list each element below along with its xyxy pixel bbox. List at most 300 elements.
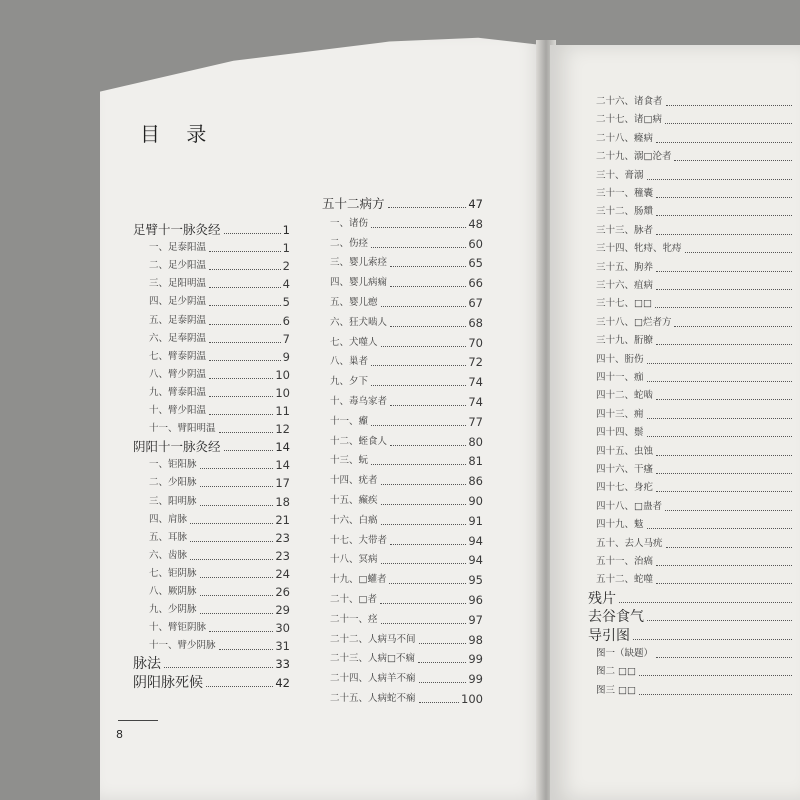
toc-entry-label: 四、肩脉 — [149, 513, 188, 525]
toc-entry[interactable] — [596, 205, 794, 219]
toc-entry-label: 六、狂犬啮人 — [330, 316, 388, 328]
toc-entry-label: 脉法 — [133, 656, 161, 673]
toc-entry-label: 二十八、癃病 — [596, 132, 654, 144]
toc-entry-label: 七、臂泰阴温 — [149, 350, 207, 362]
toc-leader-dots — [164, 667, 273, 668]
toc-entry-label: 阴阳脉死候 — [133, 674, 203, 691]
toc-entry-page-number: 10 — [275, 385, 290, 400]
toc-entry[interactable] — [330, 336, 483, 350]
toc-entry-page-number: 6 — [282, 313, 290, 328]
toc-leader-dots — [656, 289, 792, 290]
toc-entry[interactable] — [596, 132, 794, 146]
toc-entry-label: 七、钜阴脉 — [149, 567, 197, 579]
toc-entry[interactable] — [596, 353, 794, 367]
toc-entry-page-number: 91 — [468, 513, 483, 528]
toc-leader-dots — [209, 251, 281, 252]
toc-entry-label: 十一、㿗 — [330, 415, 369, 427]
toc-entry-page-number: 9 — [282, 349, 290, 364]
toc-entry-label: 二、少阳脉 — [149, 477, 197, 489]
toc-leader-dots — [200, 468, 274, 469]
toc-entry[interactable] — [596, 665, 794, 679]
toc-leader-dots — [219, 432, 274, 433]
toc-entry-label: 十九、□蠸者 — [330, 574, 387, 586]
toc-entry-page-number: 86 — [468, 474, 483, 489]
toc-entry[interactable] — [330, 692, 483, 706]
toc-entry-page-number: 95 — [468, 573, 483, 588]
toc-entry[interactable] — [149, 495, 290, 509]
toc-leader-dots — [674, 160, 792, 161]
toc-entry-page-number: 4 — [282, 277, 290, 292]
toc-entry-page-number: 77 — [468, 414, 483, 429]
toc-entry[interactable] — [588, 629, 794, 643]
toc-entry[interactable] — [133, 676, 290, 690]
toc-entry-page-number: 33 — [275, 657, 290, 672]
toc-leader-dots — [633, 639, 792, 640]
toc-leader-dots — [381, 306, 467, 307]
toc-entry[interactable] — [149, 458, 290, 472]
toc-entry-label: 五、足泰阴温 — [149, 314, 207, 326]
toc-entry-label: 四十六、干瘙 — [596, 464, 654, 475]
toc-entry-page-number: 94 — [468, 533, 483, 548]
toc-entry-page-number: 1 — [282, 241, 290, 256]
toc-entry-page-number: 65 — [468, 256, 483, 271]
toc-entry-label: 二十九、溺□沦者 — [596, 151, 672, 163]
toc-entry-label: 残片 — [588, 590, 616, 607]
toc-entry[interactable] — [330, 613, 483, 627]
toc-entry[interactable] — [588, 610, 794, 624]
toc-entry-label: 图二 □□ — [596, 666, 636, 678]
toc-entry[interactable] — [149, 350, 290, 364]
toc-leader-dots — [647, 436, 792, 437]
toc-entry[interactable] — [596, 224, 794, 238]
toc-entry-label: 三十九、胻膫 — [596, 335, 654, 347]
toc-entry-label: 四十五、虫蚀 — [596, 445, 654, 457]
toc-entry[interactable] — [596, 537, 794, 551]
toc-entry[interactable] — [149, 476, 290, 490]
toc-leader-dots — [656, 473, 792, 474]
toc-entry[interactable] — [149, 332, 290, 346]
toc-entry[interactable] — [596, 518, 794, 532]
toc-entry-label: 二十、□者 — [330, 594, 377, 605]
toc-leader-dots — [219, 649, 274, 650]
toc-entry-label: 八、巢者 — [330, 356, 369, 368]
toc-entry-page-number: 67 — [468, 296, 483, 310]
toc-leader-dots — [418, 662, 466, 663]
toc-entry-label: 四十四、鬃 — [596, 427, 644, 439]
toc-leader-dots — [647, 363, 792, 364]
toc-entry[interactable] — [596, 261, 794, 275]
toc-entry[interactable] — [330, 276, 483, 290]
toc-entry[interactable] — [149, 241, 290, 255]
toc-leader-dots — [390, 286, 466, 287]
toc-leader-dots — [371, 385, 466, 386]
toc-entry[interactable] — [596, 334, 794, 348]
toc-entry-page-number: 23 — [275, 530, 290, 545]
toc-entry[interactable] — [330, 514, 483, 528]
toc-leader-dots — [656, 491, 792, 492]
toc-entry-label: 九、臂泰阳温 — [149, 386, 207, 398]
toc-entry-label: 十一、臂少阴脉 — [149, 640, 216, 652]
toc-leader-dots — [200, 505, 274, 506]
toc-entry[interactable] — [596, 555, 794, 569]
toc-leader-dots — [371, 365, 466, 366]
toc-leader-dots — [381, 563, 467, 564]
toc-entry-label: 十二、蛭食人 — [330, 435, 388, 447]
toc-entry-page-number: 60 — [468, 236, 483, 251]
toc-entry-page-number: 74 — [468, 395, 483, 409]
toc-entry[interactable] — [596, 316, 794, 330]
toc-leader-dots — [647, 528, 792, 529]
toc-entry-page-number: 31 — [275, 639, 290, 654]
toc-leader-dots — [381, 623, 467, 624]
toc-entry-label: 三十一、穜囊 — [596, 188, 654, 199]
toc-entry-page-number: 11 — [275, 404, 290, 418]
toc-entry-label: 二十四、人病羊不痫 — [330, 673, 416, 685]
toc-entry-page-number: 70 — [468, 335, 483, 350]
toc-entry-label: 十四、疣者 — [330, 475, 378, 487]
toc-entry[interactable] — [330, 395, 483, 409]
toc-entry[interactable] — [133, 223, 290, 237]
toc-leader-dots — [200, 595, 274, 596]
toc-entry[interactable] — [330, 454, 483, 468]
toc-entry[interactable] — [149, 386, 290, 400]
toc-entry-label: 三十六、疽病 — [596, 280, 654, 291]
toc-entry[interactable] — [330, 672, 483, 686]
toc-entry-page-number: 94 — [468, 553, 483, 568]
toc-entry[interactable] — [330, 553, 483, 567]
toc-leader-dots — [371, 464, 466, 465]
toc-entry-label: 四、婴儿病痫 — [330, 277, 388, 289]
toc-leader-dots — [209, 269, 281, 270]
toc-entry-label: 阴阳十一脉灸经 — [133, 439, 221, 455]
toc-entry-page-number: 98 — [468, 632, 483, 647]
toc-entry[interactable] — [149, 368, 290, 382]
toc-entry[interactable] — [330, 355, 483, 369]
toc-entry-label: 三十二、肠穨 — [596, 206, 654, 218]
toc-entry-page-number: 1 — [282, 223, 290, 237]
toc-leader-dots — [419, 682, 467, 683]
toc-entry-label: 十八、冥病 — [330, 554, 378, 566]
toc-entry[interactable] — [330, 217, 483, 231]
toc-entry-label: 七、犬噬人 — [330, 336, 378, 348]
toc-entry[interactable] — [149, 295, 290, 309]
toc-entry[interactable] — [322, 197, 483, 211]
toc-entry[interactable] — [596, 573, 794, 587]
toc-leader-dots — [656, 657, 792, 658]
toc-entry-page-number: 99 — [468, 652, 483, 667]
page-title: 目 录 — [140, 122, 217, 146]
toc-entry[interactable] — [596, 684, 794, 698]
toc-entry-label: 三、婴儿索痉 — [330, 257, 388, 269]
toc-entry[interactable] — [596, 500, 794, 514]
toc-entry-label: 六、足奉阴温 — [149, 332, 207, 344]
toc-entry-page-number: 80 — [468, 434, 483, 449]
toc-leader-dots — [371, 227, 466, 228]
toc-entry[interactable] — [596, 95, 794, 109]
toc-entry-page-number: 7 — [282, 331, 290, 346]
toc-entry-label: 二十五、人病蛇不痫 — [330, 693, 416, 704]
toc-entry-label: 十五、癫疾 — [330, 495, 378, 506]
toc-entry-label: 二十一、痉 — [330, 613, 378, 625]
toc-leader-dots — [200, 486, 274, 487]
toc-leader-dots — [656, 234, 792, 235]
toc-leader-dots — [390, 445, 466, 446]
toc-leader-dots — [390, 326, 466, 327]
toc-leader-dots — [209, 305, 281, 306]
toc-entry-label: 五十二、蛇噬 — [596, 574, 654, 586]
toc-entry[interactable] — [596, 481, 794, 495]
toc-leader-dots — [390, 405, 466, 406]
toc-entry[interactable] — [330, 593, 483, 607]
toc-entry[interactable] — [330, 435, 483, 449]
toc-leader-dots — [389, 583, 466, 584]
toc-leader-dots — [371, 247, 466, 248]
toc-entry-label: 三十四、牝痔、牝痔 — [596, 243, 682, 255]
toc-leader-dots — [388, 207, 467, 208]
toc-entry-label: 三十八、□烂者方 — [596, 316, 672, 328]
toc-entry-page-number: 26 — [275, 585, 290, 599]
toc-entry[interactable] — [330, 573, 483, 587]
toc-leader-dots — [209, 342, 281, 343]
toc-entry-label: 五、耳脉 — [149, 531, 188, 543]
toc-entry-page-number: 48 — [468, 216, 483, 231]
toc-entry-label: 五十二病方 — [322, 196, 385, 211]
toc-entry[interactable] — [149, 513, 290, 527]
toc-entry[interactable] — [596, 150, 794, 164]
toc-leader-dots — [656, 215, 792, 216]
toc-leader-dots — [381, 504, 467, 505]
toc-entry[interactable] — [330, 633, 483, 647]
toc-leader-dots — [419, 643, 467, 644]
toc-entry[interactable] — [330, 652, 483, 666]
toc-leader-dots — [200, 613, 274, 614]
toc-entry[interactable] — [596, 426, 794, 440]
toc-entry-page-number: 14 — [275, 440, 290, 455]
toc-entry-label: 二十六、诸食者 — [596, 96, 663, 107]
toc-entry[interactable] — [149, 621, 290, 635]
toc-entry-label: 图三 □□ — [596, 684, 636, 696]
toc-leader-dots — [390, 544, 466, 545]
toc-entry-label: 十、臂少阳温 — [149, 405, 207, 416]
toc-entry-page-number: 99 — [468, 672, 483, 687]
toc-entry[interactable] — [149, 314, 290, 328]
toc-leader-dots — [209, 324, 281, 325]
toc-entry-label: 五、婴儿瘛 — [330, 297, 378, 308]
toc-entry[interactable] — [330, 494, 483, 508]
toc-entry-page-number: 2 — [282, 259, 290, 274]
toc-entry[interactable] — [596, 113, 794, 127]
toc-leader-dots — [647, 179, 792, 180]
toc-entry-label: 三十、膏溺 — [596, 169, 644, 181]
toc-entry-label: 十七、大带者 — [330, 534, 388, 546]
toc-leader-dots — [656, 455, 792, 456]
toc-leader-dots — [666, 105, 792, 106]
toc-entry-page-number: 5 — [282, 295, 290, 310]
toc-entry[interactable] — [330, 474, 483, 488]
toc-entry-label: 四十八、□蛊者 — [596, 500, 662, 512]
footer-rule — [118, 720, 158, 721]
toc-entry[interactable] — [149, 603, 290, 617]
toc-entry[interactable] — [596, 279, 794, 293]
toc-entry-label: 一、诸伤 — [330, 217, 369, 229]
toc-entry[interactable] — [149, 531, 290, 545]
toc-entry-label: 三十五、朐养 — [596, 261, 654, 273]
toc-leader-dots — [647, 381, 792, 382]
toc-leader-dots — [381, 346, 467, 347]
toc-entry-page-number: 90 — [468, 494, 483, 508]
toc-entry[interactable] — [330, 237, 483, 251]
toc-leader-dots — [390, 266, 466, 267]
toc-leader-dots — [656, 344, 792, 345]
toc-leader-dots — [190, 541, 273, 542]
toc-entry-page-number: 42 — [275, 675, 290, 690]
toc-entry-label: 三十三、脉者 — [596, 224, 654, 236]
footer-page-number: 8 — [116, 728, 123, 741]
toc-leader-dots — [655, 307, 792, 308]
toc-entry[interactable] — [596, 297, 794, 311]
toc-leader-dots — [665, 123, 792, 124]
toc-entry[interactable] — [330, 534, 483, 548]
toc-entry-page-number: 66 — [468, 276, 483, 291]
toc-entry[interactable] — [133, 440, 290, 454]
toc-entry-page-number: 72 — [468, 355, 483, 370]
toc-entry-label: 三、足阳明温 — [149, 278, 207, 290]
toc-entry[interactable] — [596, 463, 794, 477]
toc-entry[interactable] — [330, 415, 483, 429]
toc-leader-dots — [656, 399, 792, 400]
toc-entry-page-number: 97 — [468, 612, 483, 627]
toc-entry-page-number: 96 — [468, 593, 483, 607]
toc-entry[interactable] — [149, 639, 290, 653]
toc-entry-label: 导引图 — [588, 627, 630, 644]
toc-leader-dots — [665, 510, 792, 511]
toc-entry-label: 四十七、身疕 — [596, 482, 654, 494]
toc-entry-page-number: 21 — [275, 512, 290, 527]
toc-entry-page-number: 12 — [275, 422, 290, 437]
toc-entry-label: 四十三、痈 — [596, 408, 644, 420]
toc-leader-dots — [381, 524, 467, 525]
toc-entry-label: 三十七、□□ — [596, 298, 652, 310]
toc-entry-label: 十、臂钜阴脉 — [149, 622, 207, 634]
toc-entry-label: 五十一、治瘑 — [596, 556, 654, 567]
toc-entry[interactable] — [149, 422, 290, 436]
toc-entry-page-number: 29 — [275, 603, 290, 618]
toc-leader-dots — [666, 547, 792, 548]
toc-entry-label: 四十九、鬾 — [596, 519, 644, 531]
toc-leader-dots — [647, 620, 792, 621]
toc-entry-label: 九、少阴脉 — [149, 604, 197, 616]
toc-entry-page-number: 17 — [275, 476, 290, 491]
toc-entry-page-number: 14 — [275, 458, 290, 473]
toc-leader-dots — [371, 425, 466, 426]
toc-entry-page-number: 24 — [275, 566, 290, 581]
toc-entry-label: 八、臂少阴温 — [149, 368, 207, 380]
toc-entry-label: 六、齿脉 — [149, 549, 188, 561]
toc-entry-page-number: 74 — [468, 375, 483, 390]
toc-entry-label: 四十一、痂 — [596, 372, 644, 383]
toc-leader-dots — [674, 326, 792, 327]
toc-entry-label: 十六、白瘑 — [330, 514, 378, 526]
toc-entry[interactable] — [596, 647, 794, 661]
toc-entry[interactable] — [149, 585, 290, 599]
toc-entry-label: 八、厥阴脉 — [149, 586, 197, 597]
toc-leader-dots — [209, 414, 273, 415]
toc-leader-dots — [639, 694, 792, 695]
toc-entry[interactable] — [588, 592, 794, 606]
toc-leader-dots — [685, 252, 792, 253]
toc-entry[interactable] — [596, 408, 794, 422]
toc-entry-label: 九、夕下 — [330, 376, 369, 388]
toc-entry-page-number: 100 — [461, 692, 483, 706]
toc-entry-label: 二十三、人病□不痫 — [330, 653, 415, 665]
toc-entry[interactable] — [149, 567, 290, 581]
toc-entry-page-number: 47 — [468, 197, 483, 211]
toc-entry[interactable] — [149, 259, 290, 273]
toc-entry-label: 去谷食气 — [588, 609, 644, 626]
toc-entry[interactable] — [596, 389, 794, 403]
toc-leader-dots — [381, 484, 467, 485]
toc-entry-label: 足臂十一脉灸经 — [133, 222, 221, 237]
toc-entry-label: 五十、去人马疣 — [596, 537, 663, 549]
toc-leader-dots — [647, 418, 792, 419]
toc-entry-label: 四、足少阴温 — [149, 296, 207, 308]
toc-entry-page-number: 10 — [275, 367, 290, 382]
toc-entry[interactable] — [330, 375, 483, 389]
toc-leader-dots — [209, 287, 281, 288]
toc-entry-label: 四十、胻伤 — [596, 353, 644, 365]
toc-entry[interactable] — [133, 657, 290, 671]
toc-entry-label: 二、伤痉 — [330, 237, 369, 249]
toc-entry-page-number: 81 — [468, 454, 483, 469]
toc-entry[interactable] — [596, 187, 794, 201]
toc-leader-dots — [209, 396, 273, 397]
toc-leader-dots — [206, 686, 273, 687]
toc-entry-page-number: 18 — [275, 494, 290, 509]
toc-leader-dots — [380, 603, 466, 604]
toc-leader-dots — [656, 197, 792, 198]
toc-entry[interactable] — [330, 296, 483, 310]
toc-leader-dots — [656, 142, 792, 143]
toc-entry[interactable] — [149, 404, 290, 418]
toc-entry[interactable] — [330, 316, 483, 330]
toc-entry-label: 二、足少阳温 — [149, 260, 207, 272]
toc-entry-label: 三、阳明脉 — [149, 495, 197, 507]
toc-leader-dots — [224, 450, 274, 451]
toc-entry-label: 十、毒乌家者 — [330, 396, 388, 407]
toc-entry-label: 四十二、蛇啮 — [596, 390, 654, 402]
toc-entry[interactable] — [149, 277, 290, 291]
toc-leader-dots — [209, 360, 281, 361]
toc-entry[interactable] — [330, 256, 483, 270]
toc-entry[interactable] — [596, 242, 794, 256]
toc-leader-dots — [190, 559, 273, 560]
toc-entry[interactable] — [149, 549, 290, 563]
toc-leader-dots — [639, 675, 792, 676]
toc-entry-page-number: 23 — [275, 548, 290, 563]
toc-leader-dots — [656, 565, 792, 566]
toc-entry[interactable] — [596, 445, 794, 459]
toc-entry-label: 二十二、人病马不间 — [330, 633, 416, 645]
toc-leader-dots — [656, 271, 792, 272]
toc-entry-label: 图一（缺题） — [596, 648, 654, 659]
toc-entry[interactable] — [596, 169, 794, 183]
toc-entry-label: 十三、蚖 — [330, 455, 369, 467]
toc-leader-dots — [209, 378, 273, 379]
toc-leader-dots — [209, 631, 273, 632]
toc-entry-label: 二十七、诸□病 — [596, 114, 662, 126]
toc-leader-dots — [224, 233, 281, 234]
toc-entry[interactable] — [596, 371, 794, 385]
